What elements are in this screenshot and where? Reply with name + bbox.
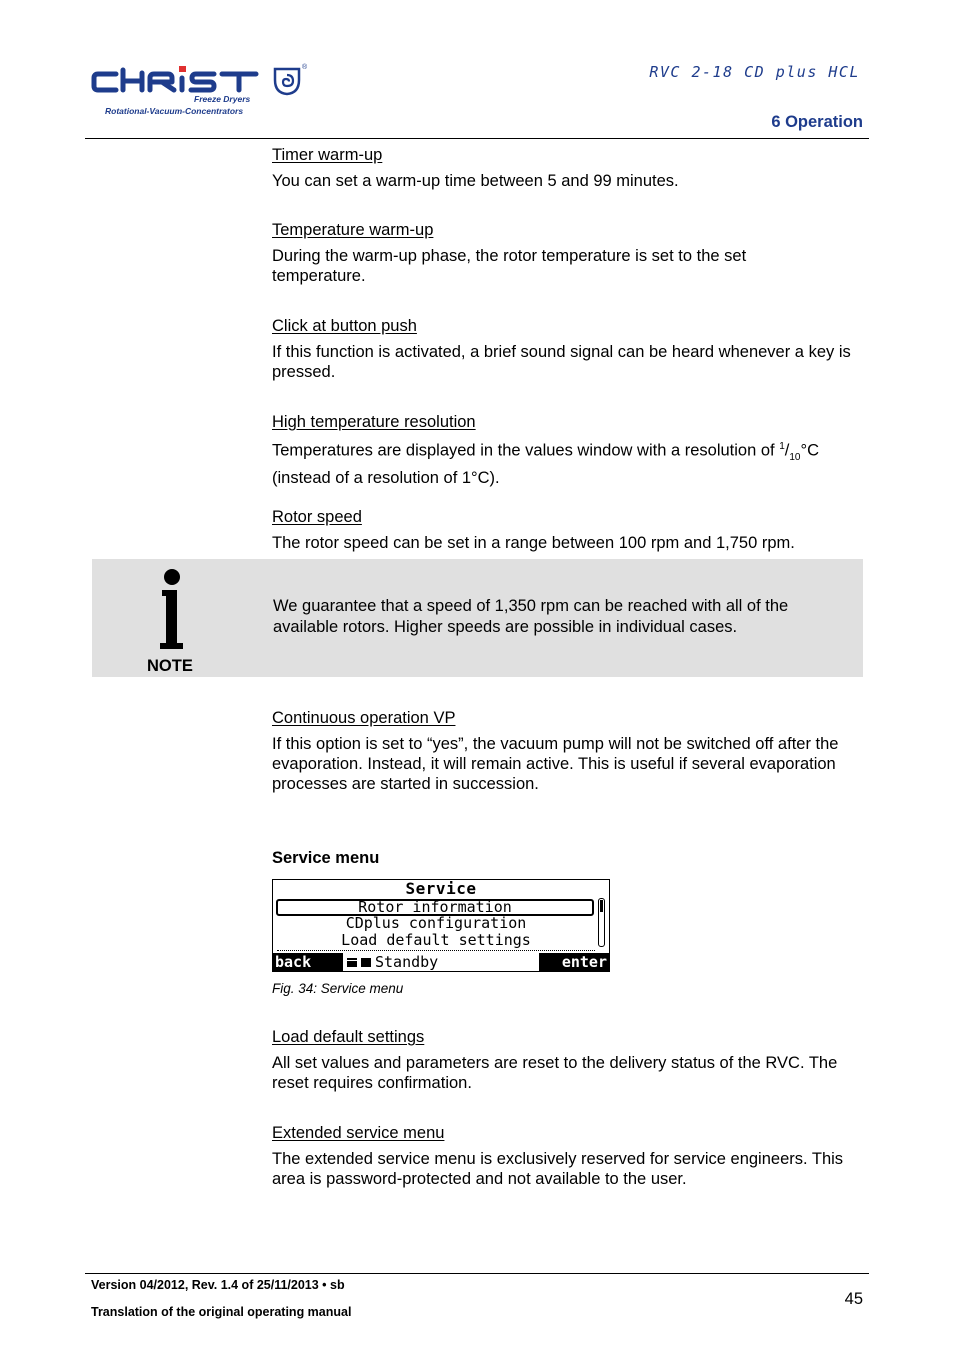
heading-load-defaults: Load default settings: [272, 1028, 425, 1046]
header-divider: [85, 138, 869, 139]
christ-emblem-icon: [272, 66, 302, 96]
note-label: NOTE: [147, 657, 193, 675]
footer-version: Version 04/2012, Rev. 1.4 of 25/11/2013 • sb: [91, 1278, 345, 1292]
lcd-item-cdplus-configuration[interactable]: CDplus configuration: [345, 914, 527, 932]
info-icon: [158, 568, 186, 650]
model-name: [602, 62, 862, 84]
heading-service-menu: Service menu: [272, 849, 380, 867]
logo-subtitle-freeze-dryers: Freeze Dryers: [194, 94, 251, 104]
lcd-item-rotor-information[interactable]: Rotor information: [276, 899, 594, 916]
lcd-scroll-thumb[interactable]: [600, 900, 603, 912]
text-click-button: If this function is activated, a brief sound signal can be heard whenever a key is pressed.: [272, 343, 851, 381]
text-temperature-warmup: During the warm-up phase, the rotor temperature is set to the set temperature.: [272, 247, 747, 285]
heading-rotor-speed: Rotor speed: [272, 508, 362, 526]
registered-mark: ®: [302, 64, 308, 71]
note-box: [92, 559, 863, 677]
heading-temperature-warmup: Temperature warm-up: [272, 221, 434, 239]
text-load-defaults: All set values and parameters are reset to the delivery status of the RVC. The reset requires confirmation.: [272, 1054, 838, 1092]
lcd-enter-button[interactable]: enter: [539, 953, 609, 971]
text-extended-service: The extended service menu is exclusively reserved for service engineers. This area is password-protected and not available to the user.: [272, 1150, 844, 1188]
lcd-title: Service: [405, 879, 477, 898]
christ-logo: [88, 62, 318, 122]
figure-caption: Fig. 34: Service menu: [272, 981, 404, 996]
lcd-status-bar: [273, 953, 609, 971]
heading-extended-service: Extended service menu: [272, 1124, 445, 1142]
lcd-item-load-default-settings[interactable]: Load default settings: [341, 931, 531, 949]
model-label: RVC 2-18 CD plus HCL: [649, 63, 860, 81]
lcd-back-button[interactable]: back: [273, 953, 343, 971]
heading-high-temp: High temperature resolution: [272, 413, 476, 431]
section-title: 6 Operation: [771, 113, 863, 131]
heading-continuous-vp: Continuous operation VP: [272, 709, 456, 727]
footer-divider: [85, 1273, 869, 1274]
heading-timer-warmup: Timer warm-up: [272, 146, 383, 164]
heading-click-button: Click at button push: [272, 317, 417, 335]
lcd-status-text: Standby: [375, 953, 439, 971]
text-rotor-speed: The rotor speed can be set in a range between 100 rpm and 1,750 rpm.: [272, 534, 795, 552]
pump-status-icon: [347, 957, 373, 967]
note-text: We guarantee that a speed of 1,350 rpm can be reached with all of the available rotors. Higher speeds are possible in individual cases.: [273, 597, 789, 636]
text-high-temp: Temperatures are displayed in the values window with a resolution of $^1/_{10}^\circ C$ (instead of a resolution of 1°C).: [272, 441, 819, 487]
text-timer-warmup: You can set a warm-up time between 5 and 99 minutes.: [272, 172, 679, 190]
page-number: 45: [844, 1290, 863, 1308]
lcd-scrollbar[interactable]: [598, 898, 605, 947]
logo-subtitle-rvc: Rotational-Vacuum-Concentrators: [105, 106, 244, 116]
christ-wordmark: [90, 64, 264, 98]
service-menu-display: [272, 879, 610, 972]
lcd-divider: [277, 950, 595, 951]
text-continuous-vp: If this option is set to “yes”, the vacuum pump will not be switched off after the evaporation. Instead, it will remain active. This is useful if several evaporation processes are started in succession.: [272, 735, 839, 793]
footer-translation: Translation of the original operating manual: [91, 1305, 352, 1319]
